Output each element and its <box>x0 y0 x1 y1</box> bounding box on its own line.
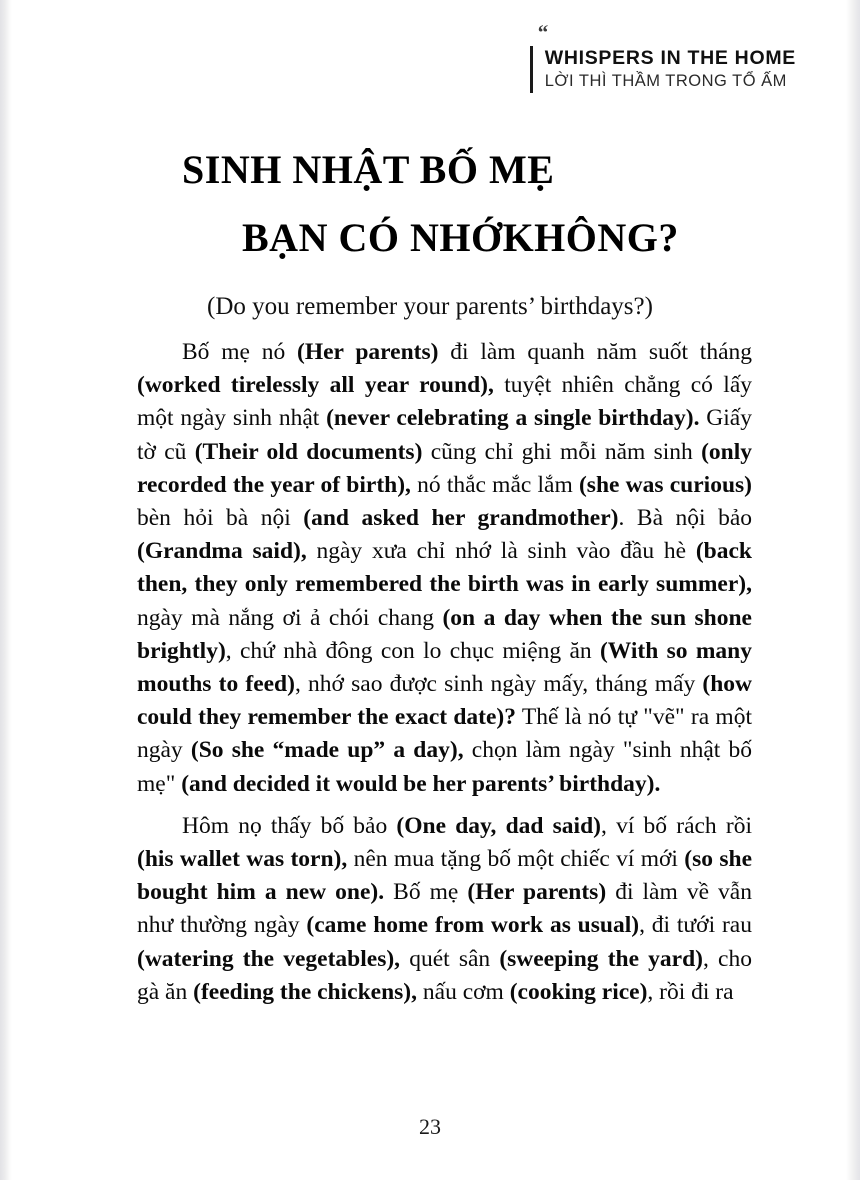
vietnamese-run: nó thắc mắc lắm <box>410 471 579 498</box>
translation-run: (One day, dad said) <box>396 812 601 839</box>
running-header-block <box>530 46 796 93</box>
translation-run: (With so many mouths to feed) <box>137 637 752 698</box>
vietnamese-run: cũng chỉ ghi mỗi năm sinh <box>422 438 702 465</box>
vietnamese-run: đi làm về vẫn như thường ngày <box>137 879 752 939</box>
translation-run: (so she bought him a new one). <box>137 846 752 906</box>
paragraph-2 <box>137 810 752 1009</box>
chapter-title-line-2: BẠN CÓ NHỚKHÔNG? <box>242 215 679 260</box>
vietnamese-run: Bố mẹ <box>384 879 468 906</box>
translation-run: (and asked her grandmother) <box>303 505 619 532</box>
body-text <box>137 336 752 1009</box>
translation-run: (came home from work as usual) <box>306 912 640 939</box>
chapter-subtitle-translation: (Do you remember your parents’ birthdays?) <box>207 293 653 320</box>
translation-run: (only recorded the year of birth), <box>137 438 753 498</box>
translation-run: (Grandma said), <box>137 538 307 565</box>
translation-run: (Her parents) <box>467 879 607 906</box>
translation-run: (how could they remember the exact date)? <box>137 671 752 731</box>
translation-run: (his wallet was torn), <box>137 846 348 873</box>
vietnamese-run: , đi tưới rau <box>639 912 752 939</box>
translation-run: (feeding the chickens), <box>193 978 418 1005</box>
translation-run: (and decided it would be her parents’ birthday). <box>181 770 661 797</box>
vietnamese-run: , chứ nhà đông con lo chục miệng ăn <box>225 637 600 664</box>
vietnamese-run: , cho gà ăn <box>137 945 752 1005</box>
vietnamese-run: . Bà nội bảo <box>618 505 753 532</box>
translation-run: (on a day when the sun shone brightly) <box>137 604 752 664</box>
vietnamese-run: chọn làm ngày "sinh nhật bố mẹ" <box>137 737 753 797</box>
page-number: 23 <box>419 1114 441 1139</box>
running-header-inner <box>530 22 796 93</box>
translation-run: (Her parents) <box>297 339 439 365</box>
header-book-subtitle: LỜI THÌ THẦM TRONG TỔ ẤM <box>544 72 787 90</box>
vietnamese-run: ngày xưa chỉ nhớ là sinh vào đầu hè <box>306 538 696 565</box>
vietnamese-run: ngày mà nắng ơi ả chói chang <box>137 604 443 631</box>
translation-run: (never celebrating a single birthday). <box>326 405 700 432</box>
chapter-title-line-1: SINH NHẬT BỐ MẸ <box>182 147 555 192</box>
header-vertical-rule <box>530 46 533 93</box>
vietnamese-run: tuyệt nhiên chẳng có lấy một ngày sinh nhật <box>137 372 752 432</box>
translation-run: (back then, they only remembered the birth was in early summer), <box>137 538 752 598</box>
translation-run: (Their old documents) <box>194 438 423 465</box>
translation-run: (cooking rice) <box>509 978 648 1005</box>
quote-mark-icon: “ <box>537 20 548 44</box>
translation-run: (watering the vegetables), <box>137 945 401 972</box>
vietnamese-run: Giấy tờ cũ <box>137 405 752 465</box>
vietnamese-run: bèn hỏi bà nội <box>137 505 304 532</box>
translation-run: (she was curious) <box>578 471 752 498</box>
vietnamese-run: , rồi đi ra <box>647 978 734 1005</box>
vietnamese-run: nên mua tặng bố một chiếc ví mới <box>347 846 685 873</box>
chapter-title <box>120 147 760 260</box>
running-header <box>0 22 860 93</box>
translation-run: (worked tirelessly all year round), <box>137 372 494 399</box>
vietnamese-run: quét sân <box>400 945 500 972</box>
vietnamese-run: Hôm nọ thấy bố bảo <box>182 812 397 839</box>
vietnamese-run: , nhớ sao được sinh ngày mấy, tháng mấy <box>294 671 703 698</box>
translation-run: (So she “made up” a day), <box>190 737 464 764</box>
vietnamese-run: nấu cơm <box>417 978 510 1005</box>
header-text-lines <box>545 46 796 93</box>
vietnamese-run: , ví bố rách rồi <box>600 812 752 839</box>
header-book-title: WHISPERS IN THE HOME <box>544 47 796 69</box>
paragraph-1 <box>137 336 752 801</box>
vietnamese-run: Thế là nó tự "vẽ" ra một ngày <box>137 704 752 764</box>
translation-run: (sweeping the yard) <box>499 945 704 972</box>
vietnamese-run: Bố mẹ nó <box>182 339 298 365</box>
vietnamese-run: đi làm quanh năm suốt tháng <box>438 339 752 365</box>
